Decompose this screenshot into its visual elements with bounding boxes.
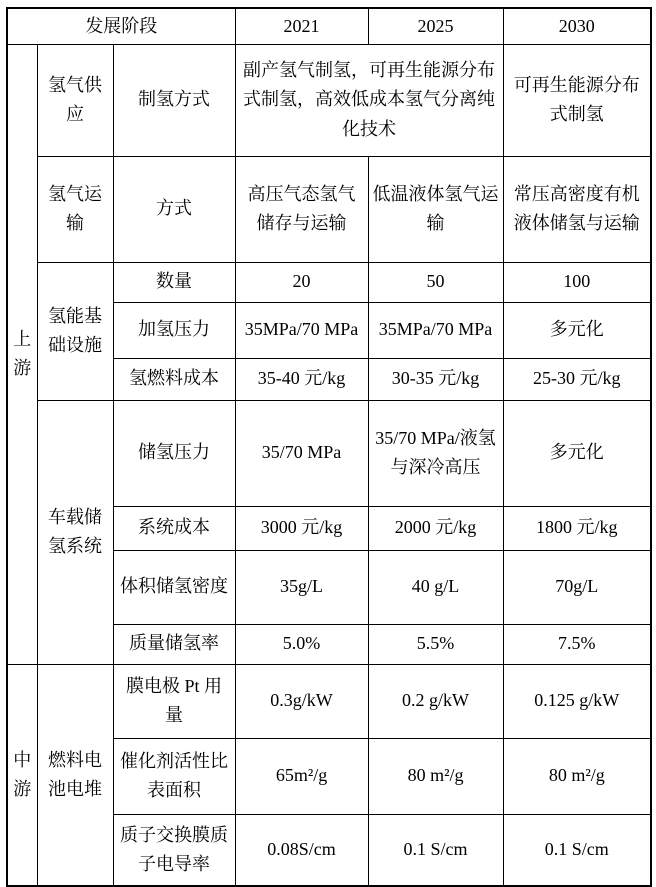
value-cell: 50	[368, 262, 503, 302]
value-cell: 0.125 g/kW	[503, 664, 651, 738]
value-cell: 0.3g/kW	[235, 664, 368, 738]
development-stage-table	[6, 7, 652, 887]
value-cell: 70g/L	[503, 550, 651, 624]
value-cell: 多元化	[503, 302, 651, 358]
value-cell: 0.2 g/kW	[368, 664, 503, 738]
value-cell: 5.5%	[368, 624, 503, 664]
row-label: 膜电极 Pt 用量	[113, 664, 235, 738]
header-row	[7, 8, 651, 44]
value-cell: 35MPa/70 MPa	[235, 302, 368, 358]
value-cell: 可再生能源分布式制氢	[503, 44, 651, 156]
value-cell: 35/70 MPa/液氢与深冷高压	[368, 400, 503, 506]
row-label: 加氢压力	[113, 302, 235, 358]
table-row	[7, 262, 651, 302]
row-label: 储氢压力	[113, 400, 235, 506]
row-label: 制氢方式	[113, 44, 235, 156]
stage-cell-upstream: 上游	[7, 44, 37, 664]
value-cell: 多元化	[503, 400, 651, 506]
value-cell: 35g/L	[235, 550, 368, 624]
row-label: 方式	[113, 156, 235, 262]
value-cell: 3000 元/kg	[235, 506, 368, 550]
value-cell: 低温液体氢气运输	[368, 156, 503, 262]
value-cell: 40 g/L	[368, 550, 503, 624]
value-cell: 0.1 S/cm	[503, 814, 651, 886]
column-header-2021: 2021	[235, 8, 368, 44]
value-cell: 副产氢气制氢，可再生能源分布式制氢，高效低成本氢气分离纯化技术	[235, 44, 503, 156]
value-cell: 35/70 MPa	[235, 400, 368, 506]
value-cell: 100	[503, 262, 651, 302]
value-cell: 2000 元/kg	[368, 506, 503, 550]
value-cell: 0.08S/cm	[235, 814, 368, 886]
column-header-2030: 2030	[503, 8, 651, 44]
column-header-2025: 2025	[368, 8, 503, 44]
group-cell-onboard-storage-system: 车载储氢系统	[37, 400, 113, 664]
value-cell: 30-35 元/kg	[368, 358, 503, 400]
row-label: 催化剂活性比表面积	[113, 738, 235, 814]
value-cell: 35-40 元/kg	[235, 358, 368, 400]
stage-cell-midstream: 中游	[7, 664, 37, 886]
row-label: 质量储氢率	[113, 624, 235, 664]
group-cell-hydrogen-supply: 氢气供应	[37, 44, 113, 156]
row-label: 质子交换膜质子电导率	[113, 814, 235, 886]
value-cell: 常压高密度有机液体储氢与运输	[503, 156, 651, 262]
value-cell: 5.0%	[235, 624, 368, 664]
table-row	[7, 44, 651, 156]
table-row	[7, 664, 651, 738]
value-cell: 7.5%	[503, 624, 651, 664]
table-title: 发展阶段	[7, 8, 235, 44]
row-label: 体积储氢密度	[113, 550, 235, 624]
value-cell: 1800 元/kg	[503, 506, 651, 550]
value-cell: 80 m²/g	[368, 738, 503, 814]
value-cell: 35MPa/70 MPa	[368, 302, 503, 358]
group-cell-hydrogen-infrastructure: 氢能基础设施	[37, 262, 113, 400]
group-cell-hydrogen-transport: 氢气运输	[37, 156, 113, 262]
row-label: 数量	[113, 262, 235, 302]
value-cell: 25-30 元/kg	[503, 358, 651, 400]
value-cell: 80 m²/g	[503, 738, 651, 814]
row-label: 氢燃料成本	[113, 358, 235, 400]
value-cell: 65m²/g	[235, 738, 368, 814]
group-cell-fuel-cell-stack: 燃料电池电堆	[37, 664, 113, 886]
value-cell: 0.1 S/cm	[368, 814, 503, 886]
value-cell: 20	[235, 262, 368, 302]
table-row	[7, 400, 651, 506]
value-cell: 高压气态氢气储存与运输	[235, 156, 368, 262]
table-row	[7, 156, 651, 262]
row-label: 系统成本	[113, 506, 235, 550]
